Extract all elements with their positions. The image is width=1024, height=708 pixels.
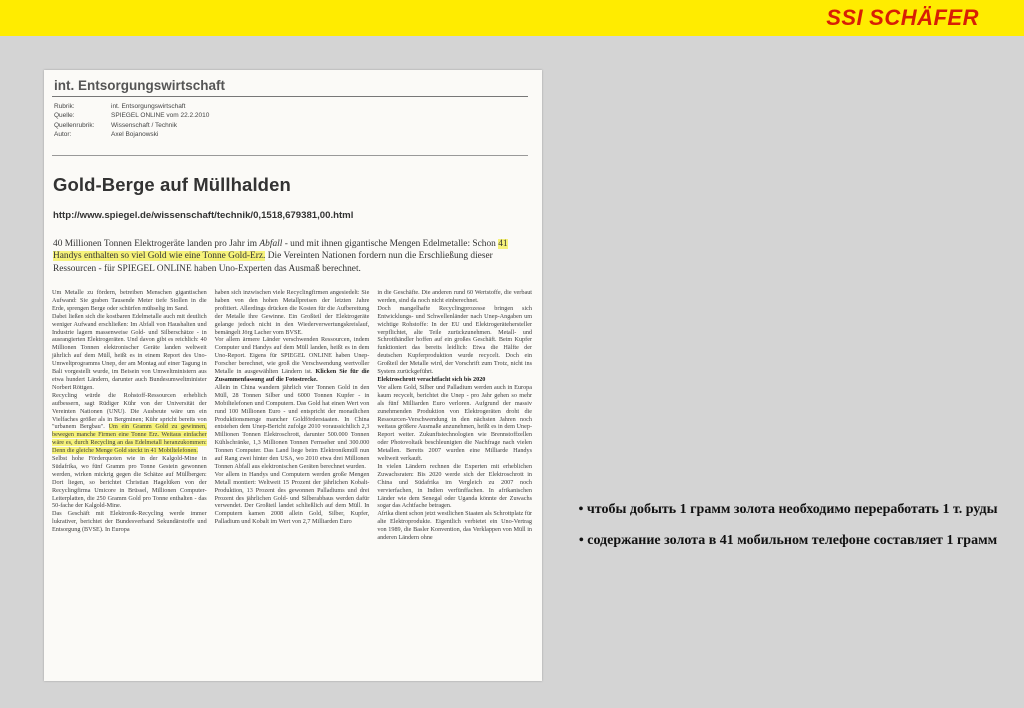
lead-text: Die Vereinten Nationen fordern nun die Erschließung dieser Ressourcen - für SPIEGEL ONLINE haben Uno-Experten das Ausmaß berechnet. — [53, 251, 493, 274]
bold-note: Klicken Sie für die Zusammenfassung auf die Fotostrecke. — [214, 368, 370, 383]
paragraph: Vor allem Gold, Silber und Palladium werden auch in Europa kaum recycelt, berichtet die Unep - pro Jahr gehen so mehr als fünf Milliarden Euro verloren. Aufgrund der massiv zunehmenden Produktion von Elektrogeräten droht die Ressourcen-Verschwendung in den nächsten Jahren noch weitaus größere Ausmaße anzunehmen, heißt es in dem Unep-Report weiter. Zukunftstechnologien wie Brennstoffzellen oder Photovoltaik beschleunigten die Nachfrage nach vielen Metallen. Bereits 2007 wurden eine Milliarde Handys weltweit verkauft. — [377, 383, 533, 463]
paragraph-text: Recycling würde die Rohstoff-Ressourcen erheblich aufbessern, sagt Rüdiger Kühr von der Universität der Vereinten Nationen (UNU). Die Ausbeute wäre um ein Vielfaches größer als in Bergminen; Kühr spricht bereits von "urbanem Bergbau". — [52, 391, 207, 431]
summary-bullets — [572, 500, 1004, 562]
highlighted-passage: Um ein Gramm Gold zu gewinnen, bewegen manche Firmen eine Tonne Erz. Weitaus einfacher wäre es, durch Recycling an das Edelmetall heranzukommen: Denn die gleiche Menge Gold steckt in 41 Mobiltelefonen. — [52, 423, 207, 455]
subheading-text: Elektroschrott verachtfacht sich bis 2020 — [377, 375, 486, 383]
paragraph: Selbst hohe Förderquoten wie in der Kalgold-Mine in Südafrika, wo fünf Gramm pro Tonne Gestein gewonnen werden, wirken mickrig gegen die Schätze auf Müllbergen: Dort liegen, so berichtet Christian Hagelüken von der Recyclingfirma Umicore in Brüssel, Millionen Computer-Leiterplatten, die 250 Gramm Gold pro Tonne enthalten - das 50-fache der Kalgold-Mine. — [52, 455, 207, 510]
meta-key: Autor: — [54, 130, 72, 138]
meta-key: Rubrik: — [54, 103, 75, 110]
article-headline: Gold-Berge auf Müllhalden — [53, 174, 291, 195]
article-column-1 — [52, 289, 207, 542]
article-url: http://www.spiegel.de/wissenschaft/technik/0,1518,679381,00.html — [53, 210, 354, 221]
meta-row — [54, 121, 209, 130]
bullet-point: • содержание золота в 41 мобильном телефоне составляет 1 грамм — [578, 533, 998, 548]
meta-divider — [52, 155, 528, 156]
newspaper-clipping — [44, 70, 542, 681]
paragraph: Afrika dient schon jetzt westlichen Staaten als Schrottplatz für alte Elektroprodukte. Eigentlich verbietet ein Uno-Vertrag von 1989, die Basler Konvention, das Verklappen von Müll in anderen Ländern ohne — [377, 510, 533, 542]
paragraph — [215, 336, 370, 383]
lead-text: - und mit ihnen gigantische Mengen Edelmetalle: Schon — [282, 239, 499, 249]
bullet-point: • чтобы добыть 1 грамм золота необходимо переработать 1 т. руды — [578, 502, 998, 517]
meta-value: int. Entsorgungswirtschaft — [111, 103, 186, 110]
lead-highlight: 41 Handys enthalten so viel Gold wie eine Tonne Gold-Erz. — [53, 239, 508, 262]
article-lead — [53, 238, 529, 275]
subheading — [377, 376, 532, 384]
paragraph: haben sich inzwischen viele Recyclingfirmen angesiedelt: Sie haben von den hohen Metallpreisen der letzten Jahre profitiert. Allerdings drücken die Kosten für die Aufbereitung der Metalle ihre Gewinne. Ein Großteil der Elektrogeräte gelange jedoch nicht in den Wiederverwertungskreislauf, bemängelt Jörg Lacher vom BVSE. — [214, 289, 370, 336]
paragraph: In vielen Ländern rechnen die Experten mit erheblichen Zuwachsraten: Bis 2020 werde sich der Elektroschrott in China und Südafrika im Vergleich zu 2007 noch vervierfachen, in Indien verfünffachen. In afrikanischen Länder wie dem Senegal oder Uganda könnte der Zuwachs sogar das Achtfache betragen. — [377, 462, 533, 510]
section-title: int. Entsorgungswirtschaft — [54, 78, 226, 93]
meta-row — [54, 111, 209, 120]
paragraph: Um Metalle zu fördern, betreiben Menschen gigantischen Aufwand: Sie graben Tausende Meter tiefe Stollen in die Erde, sprengen Berge oder schürfen mühselig im Sand. — [52, 289, 207, 312]
article-column-3 — [377, 289, 532, 542]
logo-schaefer-text: SCHÄFER — [869, 5, 979, 30]
paragraph: Vor allem in Handys und Computern werden große Mengen Metall montiert: Weltweit 15 Prozent der jährlichen Kobalt-Produktion, 13 Prozent des gewonnen Palladiums und drei Prozent des jährlichen Gold- und Silberabbaus werden dafür verwendet. Der Großteil landet schließlich auf dem Müll. In Computern kamen 2008 allein Gold, Silber, Kupfer, Palladium und Kobalt im Wert von 2,7 Milliarden Euro — [214, 470, 370, 526]
article-meta — [54, 102, 209, 139]
paragraph: Allein in China wandern jährlich vier Tonnen Gold in den Müll, 28 Tonnen Silber und 6000 Tonnen Kupfer - in Mobiltelefonen und Computern. Das Gold hat einen Wert von rund 100 Millionen Euro - und entspricht der monatlichen Produktionsmenge mancher Goldförderstaaten. In China entstehen dem Unep-Bericht zufolge 2010 voraussichtlich 2,3 Millionen Tonnen Elektroschrott, darunter 500.000 Tonnen Kühlschränke, 1,3 Millionen Tonnen Fernseher und 300.000 Tonnen Computer. Das Land liege beim Elektronikmüll nun auf Rang zwei hinter den USA, wo 2010 etwa drei Millionen Tonnen Abfall aus elektronischen Geräten berechnet wurden. — [214, 383, 370, 470]
article-columns — [52, 289, 532, 542]
lead-text: 40 Millionen Tonnen Elektrogeräte landen pro Jahr im — [53, 239, 260, 249]
meta-key: Quelle: — [54, 112, 75, 120]
paragraph: Dabei ließen sich die kostbaren Edelmetalle auch mit deutlich weniger Aufwand erschließen: Im Abfall von Haushalten und Industrie lagern massenweise Gold- und Silberschätze - in ausrangierten Elektrogeräten. Und davon gibt es reichlich: 40 Millionen Tonnen elektronischer Geräte landen weltweit jährlich auf dem Müll, heißt es in einem Report des Uno-Umweltprogramms Unep, der am Montag auf einer Tagung in Bali vorgestellt wurde, im Beisein von Umweltministern aus etwa hundert Ländern, darunter auch Bundesumweltminister Norbert Röttgen. — [52, 312, 207, 391]
paragraph: Das Geschäft mit Elektronik-Recycling werde immer lukrativer, berichtet der Bundesverband Sekundärstoffe und Entsorgung (BVSE). In Europa — [52, 510, 207, 534]
meta-row — [54, 130, 209, 139]
logo-ssi-text: SSI — [826, 5, 864, 30]
paragraph: in die Geschäfte. Die anderen rund 60 Wertstoffe, die verbaut werden, sind da noch nicht einberechnet. — [377, 289, 533, 304]
paragraph-text: Vor allem ärmere Länder verschwenden Ressourcen, indem Computer und Handys auf dem Müll landen, heißt es in dem Uno-Report. Eigens für SPIEGEL ONLINE haben Unep-Forscher berechnet, wie groß die Verschwendung wertvoller Metalle in ausgewählten Ländern ist. — [214, 336, 370, 376]
lead-abfall: Abfall — [259, 239, 283, 249]
section-divider — [52, 96, 528, 97]
meta-value: Axel Bojanowski — [111, 130, 159, 138]
article-column-2 — [215, 289, 370, 542]
paragraph: Doch mangelhafte Recyclingprozesse bringen sich Entwicklungs- und Schwellenländer nach Unep-Angaben um wichtige Rohstoffe: In der EU und Elektrogerätehersteller verpflichtet, alte Teile zurückzunehmen. Metall- und Schrotthändler hoffen auf ein großes Geschäft. Beim Kupfer funktioniert das bereits leidlich: Etwa die Hälfte der deutschen Kupferproduktion wurde recycelt. Doch ein Großteil der Metalle wird, der Vorschrift zum Trotz, nicht ins System zurückgeführt. — [377, 304, 533, 376]
meta-value: Wissenschaft / Technik — [111, 121, 177, 129]
paragraph — [52, 392, 207, 455]
meta-value: SPIEGEL ONLINE vom 22.2.2010 — [111, 112, 210, 120]
meta-key: Quellenrubrik: — [54, 121, 95, 129]
meta-row — [54, 102, 209, 111]
ssi-schaefer-logo — [826, 6, 979, 30]
